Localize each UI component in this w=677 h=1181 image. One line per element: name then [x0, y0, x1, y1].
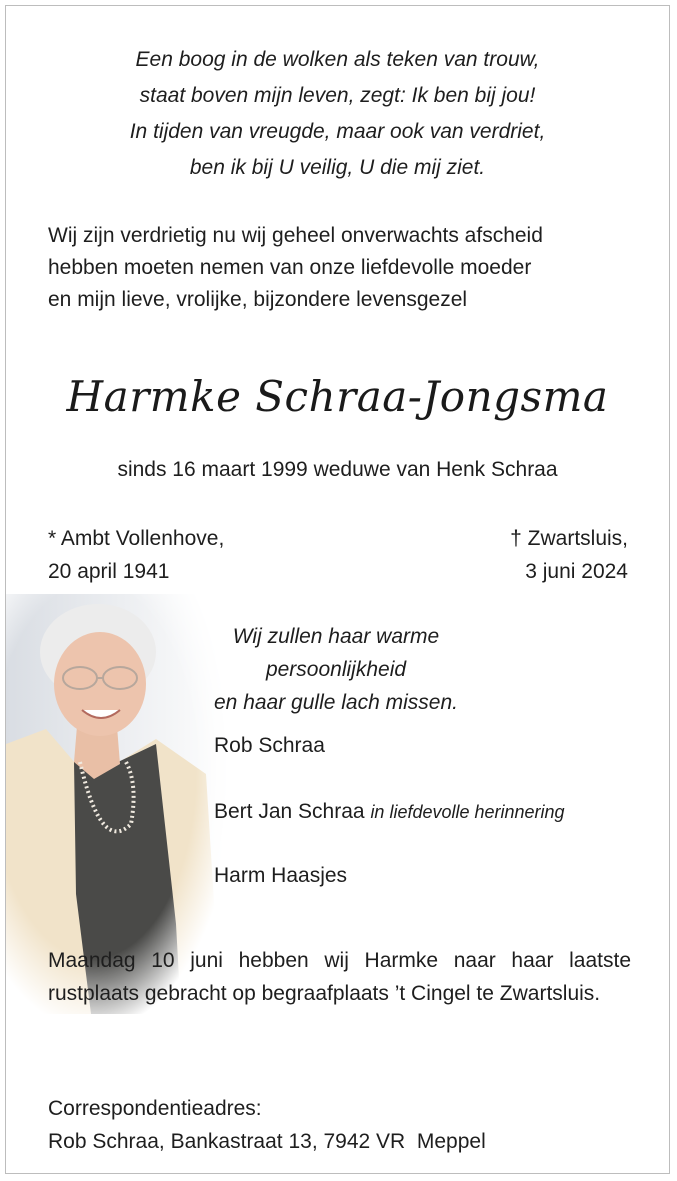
remembrance-line: en haar gulle lach missen. [214, 691, 458, 714]
intro-line: hebben moeten nemen van onze liefdevolle moeder [48, 256, 532, 279]
birth-info [48, 522, 224, 588]
poem-line: In tijden van vreugde, maar ook van verdriet, [129, 120, 546, 143]
family-member-name: Bert Jan Schraa [214, 800, 365, 823]
intro-line: Wij zijn verdrietig nu wij geheel onverwachts afscheid [48, 224, 543, 247]
remembrance-text [166, 620, 506, 719]
family-member [214, 734, 325, 758]
family-member-note: in liefdevolle herinnering [370, 802, 565, 822]
deceased-name: Harmke Schraa-Jongsma [66, 372, 609, 421]
funeral-text: Maandag 10 juni hebben wij Harmke naar haar laatste rustplaats gebracht op begraafplaats ’t Cingel te Zwartsluis. [48, 949, 631, 1005]
death-date: 3 juni 2024 [525, 560, 628, 583]
family-member [214, 864, 347, 888]
intro-line: en mijn lieve, vrolijke, bijzondere levensgezel [48, 288, 468, 311]
death-info [510, 522, 628, 588]
widow-line: sinds 16 maart 1999 weduwe van Henk Schraa [117, 458, 558, 481]
poem-line: ben ik bij U veilig, U die mij ziet. [189, 156, 486, 179]
poem-line: Een boog in de wolken als teken van trouw, [135, 48, 540, 71]
family-member [214, 800, 565, 824]
birth-place: * Ambt Vollenhove, [48, 527, 225, 550]
poem [6, 42, 669, 186]
death-place: † Zwartsluis, [510, 527, 628, 550]
correspondence [48, 1092, 486, 1158]
obituary-card [5, 5, 670, 1174]
correspondence-address: Rob Schraa, Bankastraat 13, 7942 VR Meppel [48, 1130, 486, 1153]
intro-text [48, 220, 638, 316]
birth-date: 20 april 1941 [48, 560, 170, 583]
poem-line: staat boven mijn leven, zegt: Ik ben bij jou! [139, 84, 536, 107]
family-member-name: Rob Schraa [214, 734, 325, 757]
remembrance-line: Wij zullen haar warme persoonlijkheid [232, 625, 440, 681]
correspondence-label: Correspondentieadres: [48, 1097, 262, 1120]
family-member-name: Harm Haasjes [214, 864, 348, 887]
